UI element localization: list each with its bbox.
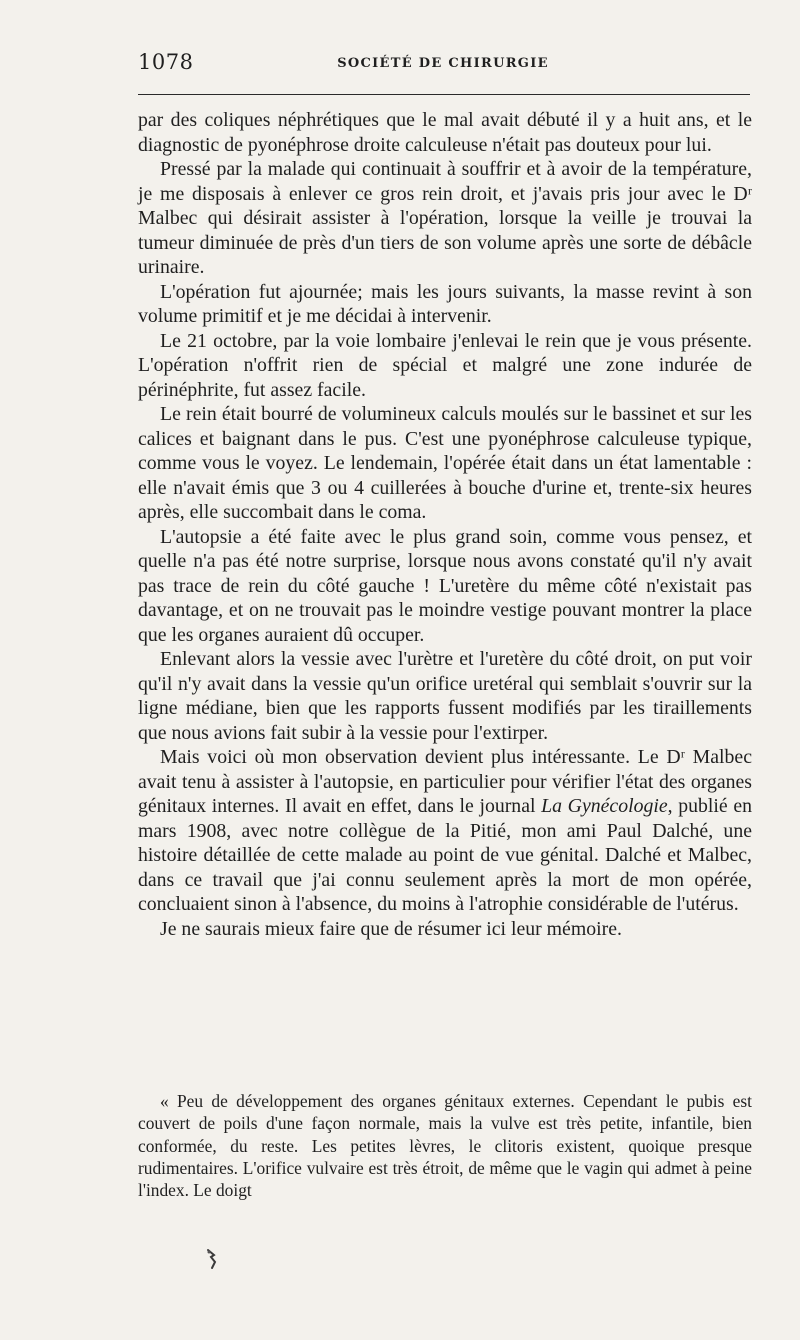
- quote-paragraph: « Peu de développement des organes génitaux externes. Cependant le pubis est couvert de poils d'une façon normale, mais la vulve est très petite, infantile, bien conformée, du reste. Les petites lèvres, le clitoris existent, quoique presque rudimentaires. L'orifice vulvaire est très étroit, de même que le vagin qui admet à peine l'index. Le doigt: [138, 1091, 752, 1201]
- paragraph-journal-reference: [138, 745, 752, 917]
- quoted-memoir: [138, 1090, 752, 1201]
- paragraph: Le rein était bourré de volumineux calculs moulés sur le bassinet et sur les calices et baignant dans le pus. C'est une pyonéphrose calculeuse typique, comme vous le voyez. Le lendemain, l'opérée était dans un état lamentable : elle n'avait émis que 3 ou 4 cuillerées à bouche d'urine et, trente-six heures après, elle succombait dans le coma.: [138, 403, 752, 523]
- page-header: [138, 50, 748, 80]
- header-rule: [138, 94, 750, 95]
- paragraph: par des coliques néphrétiques que le mal avait débuté il y a huit ans, et le diagnostic de pyonéphrose droite calculeuse n'était pas douteux pour lui.: [138, 109, 752, 156]
- paragraph: L'autopsie a été faite avec le plus grand soin, comme vous pensez, et quelle n'a pas été notre surprise, lorsque nous avons constaté qu'il n'y avait pas trace de rein du côté gauche ! L'uretère du même côté n'existait pas davantage, et on ne trouvait pas le moindre vestige pouvant montrer la place que les organes auraient dû occuper.: [138, 525, 752, 646]
- paragraph: Le 21 octobre, par la voie lombaire j'enlevai le rein que je vous présente. L'opération n'offrit rien de spécial et malgré une zone indurée de périnéphrite, fut assez facile.: [138, 329, 752, 401]
- journal-title: La Gynécologie: [541, 795, 668, 817]
- paragraph-text: Mais voici où mon observation devient plus intéressante. Le Dʳ Malbec avait tenu à assister à l'autopsie, en particulier pour vérifier l'état des organes génitaux internes. Il avait en effet, dans le journal: [138, 746, 752, 817]
- paragraph: L'opération fut ajournée; mais les jours suivants, la masse revint à son volume primitif et je me décidai à intervenir.: [138, 280, 752, 327]
- body-text: [138, 108, 752, 941]
- ink-smudge-mark: [205, 1248, 219, 1270]
- paragraph-text: , publié en mars 1908, avec notre collègue de la Pitié, mon ami Paul Dalché, une histoire détaillée de cette malade au point de vue génital. Dalché et Malbec, dans ce travail que j'ai connu seulement après la mort de mon opérée, concluaient sinon à l'absence, du moins à l'atrophie considérable de l'utérus.: [138, 795, 753, 915]
- paragraph: Pressé par la malade qui continuait à souffrir et à avoir de la température, je me disposais à enlever ce gros rein droit, et j'avais pris jour avec le Dʳ Malbec qui désirait assister à l'opération, lorsque la veille je trouvai la tumeur diminuée de près d'un tiers de son volume après une sorte de débâcle urinaire.: [138, 158, 752, 278]
- paragraph: Enlevant alors la vessie avec l'urètre et l'uretère du côté droit, on put voir qu'il n'y avait dans la vessie qu'un orifice uretéral qui semblait s'ouvrir sur la ligne médiane, bien que les rapports fussent modifiés par les tiraillements que nous avions fait subir à la vessie pour l'extirper.: [138, 648, 752, 744]
- page-number: 1078: [138, 50, 194, 74]
- paragraph: Je ne saurais mieux faire que de résumer ici leur mémoire.: [160, 917, 622, 940]
- running-title: SOCIÉTÉ DE CHIRURGIE: [337, 56, 549, 71]
